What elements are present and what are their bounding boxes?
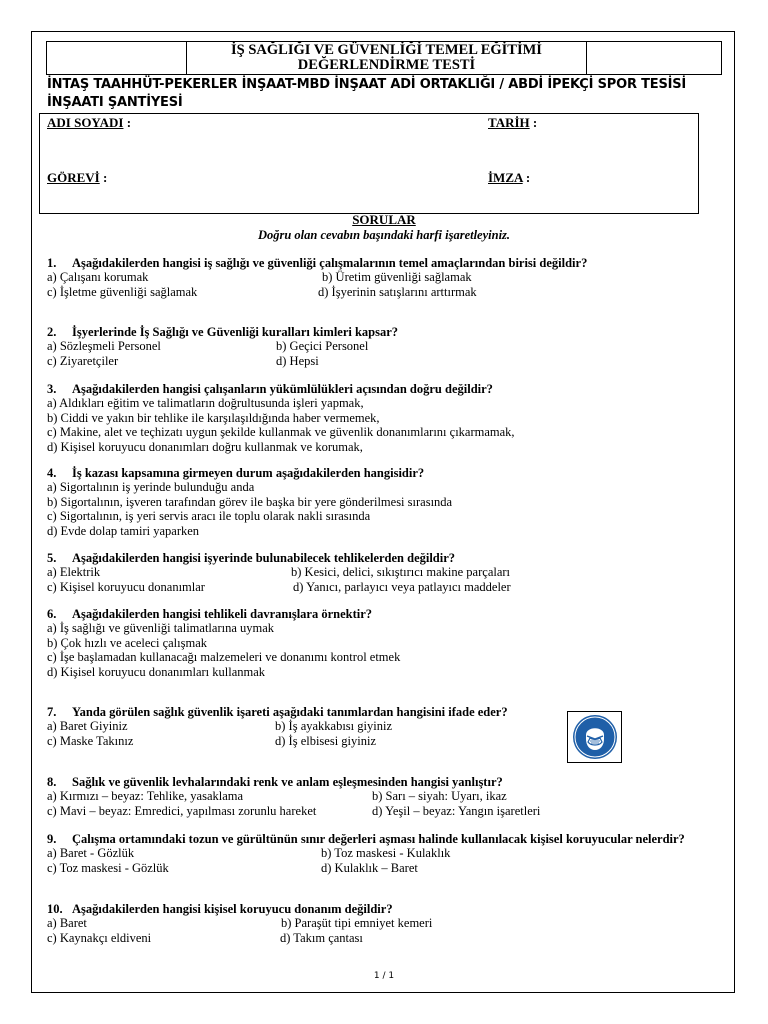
question-2 — [47, 325, 398, 368]
option-b[interactable]: b) Ciddi ve yakın bir tehlike ile karşılaşıldığında haber vermemek, — [47, 410, 380, 425]
option-a[interactable]: a) Çalışanı korumak — [47, 270, 149, 285]
question-text: Yanda görülen sağlık güvenlik işareti aşağıdaki tanımlardan hangisini ifade eder? — [72, 705, 508, 719]
question-number: 2. — [47, 325, 57, 339]
date-colon: : — [529, 115, 538, 130]
name-field[interactable] — [47, 116, 131, 130]
option-d[interactable]: d) Kişisel koruyucu donanımları doğru kullanmak ve korumak, — [47, 439, 363, 454]
question-number: 7. — [47, 705, 57, 719]
name-label: ADI SOYADI — [47, 115, 124, 130]
question-text: Aşağıdakilerden hangisi kişisel koruyucu donanım değildir? — [72, 902, 393, 916]
option-b[interactable]: b) Geçici Personel — [276, 339, 369, 354]
option-a[interactable]: a) Baret - Gözlük — [47, 846, 135, 861]
question-text: Sağlık ve güvenlik levhalarındaki renk ve anlam eşleşmesinden hangisi yanlıştır? — [72, 775, 503, 789]
questions-title: SORULAR — [352, 212, 416, 227]
title-line-2: DEĞERLENDİRME TESTİ — [297, 57, 476, 73]
duty-colon: : — [99, 170, 108, 185]
option-a[interactable]: a) Sigortalının iş yerinde bulunduğu anda — [47, 480, 255, 495]
option-b[interactable]: b) Çok hızlı ve aceleci çalışmak — [47, 635, 208, 650]
option-c[interactable]: c) Makine, alet ve teçhizatı uygun şekilde kullanmak ve güvenlik donanımlarını çıkarmamak, — [47, 425, 515, 440]
question-1 — [47, 256, 587, 299]
option-b[interactable]: b) Üretim güvenliği sağlamak — [322, 270, 472, 285]
question-4 — [47, 466, 452, 538]
option-c[interactable]: c) Toz maskesi - Gözlük — [47, 860, 169, 875]
sign-colon: : — [522, 170, 531, 185]
option-b[interactable]: b) İş ayakkabısı giyiniz — [275, 719, 392, 734]
question-number: 3. — [47, 382, 57, 396]
duty-label: GÖREVİ — [47, 170, 100, 185]
date-label: TARİH — [488, 115, 530, 130]
sign-label: İMZA — [488, 170, 523, 185]
option-c[interactable]: c) Sigortalının, iş yeri servis aracı ile toplu olarak nakli sırasında — [47, 509, 371, 524]
title-line-1: İŞ SAĞLIĞI VE GÜVENLİĞİ TEMEL EĞİTİMİ — [231, 42, 542, 58]
option-a[interactable]: a) Kırmızı – beyaz: Tehlike, yasaklama — [47, 789, 244, 804]
header-left-cell — [47, 42, 187, 74]
option-b[interactable]: b) Kesici, delici, sıkıştırıcı makine parçaları — [291, 565, 511, 580]
question-text: Çalışma ortamındaki tozun ve gürültünün sınır değerleri aşması halinde kullanılacak kişisel koruyucular nelerdir? — [72, 832, 685, 846]
instruction-text: Doğru olan cevabın başındaki harfi işaretleyiniz. — [257, 228, 511, 242]
option-a[interactable]: a) İş sağlığı ve güvenliği talimatlarına uymak — [47, 621, 275, 636]
option-d[interactable]: d) Kişisel koruyucu donanımları kullanmak — [47, 664, 266, 679]
question-text: Aşağıdakilerden hangisi iş sağlığı ve güvenliği çalışmalarının temel amaçlarından birisi değildir? — [72, 256, 588, 270]
mask-mandatory-sign — [567, 711, 622, 763]
question-text: İşyerlerinde İş Sağlığı ve Güvenliği kuralları kimleri kapsar? — [72, 325, 399, 339]
question-text: Aşağıdakilerden hangisi tehlikeli davranışlara örnektir? — [72, 607, 373, 621]
option-c[interactable]: c) Mavi – beyaz: Emredici, yapılması zorunlu hareket — [47, 803, 317, 818]
option-a[interactable]: a) Sözleşmeli Personel — [47, 339, 161, 354]
question-5 — [47, 551, 511, 594]
header-table — [46, 41, 722, 75]
question-number: 9. — [47, 832, 57, 846]
option-c[interactable]: c) Ziyaretçiler — [47, 353, 119, 368]
page-number: 1 / 1 — [373, 971, 395, 981]
date-field[interactable] — [488, 116, 537, 130]
question-number: 5. — [47, 551, 57, 565]
question-3 — [47, 382, 515, 454]
header-right-cell — [587, 42, 721, 74]
option-b[interactable]: b) Toz maskesi - Kulaklık — [321, 846, 451, 861]
name-colon: : — [123, 115, 132, 130]
option-d[interactable]: d) Yeşil – beyaz: Yangın işaretleri — [372, 803, 541, 818]
question-8 — [47, 775, 540, 818]
question-9 — [47, 832, 685, 875]
question-number: 1. — [47, 256, 57, 270]
option-d[interactable]: d) İşyerinin satışlarını arttırmak — [318, 284, 477, 299]
option-c[interactable]: c) İşletme güvenliği sağlamak — [47, 284, 198, 299]
option-d[interactable]: d) Kulaklık – Baret — [321, 860, 418, 875]
question-number: 10. — [47, 902, 63, 916]
duty-field[interactable] — [47, 171, 107, 185]
option-d[interactable]: d) Evde dolap tamiri yaparken — [47, 523, 200, 538]
option-c[interactable]: c) Kişisel koruyucu donanımlar — [47, 579, 205, 594]
document-title — [187, 42, 587, 74]
question-text: Aşağıdakilerden hangisi işyerinde bulunabilecek tehlikelerden değildir? — [72, 551, 456, 565]
option-b[interactable]: b) Sigortalının, işveren tarafından görev ile başka bir yere gönderilmesi sırasında — [47, 494, 453, 509]
company-name: İNTAŞ TAAHHÜT-PEKERLER İNŞAAT-MBD İNŞAAT ADİ ORTAKLIĞI / ABDİ İPEKÇİ SPOR TESİSİ İNŞAATI ŞANTİYESİ — [47, 77, 687, 110]
question-number: 8. — [47, 775, 57, 789]
option-d[interactable]: d) İş elbisesi giyiniz — [275, 733, 377, 748]
question-7 — [47, 705, 508, 748]
option-c[interactable]: c) İşe başlamadan kullanacağı malzemeleri ve donanımı kontrol etmek — [47, 650, 401, 665]
mask-mandatory-icon — [571, 713, 619, 761]
question-text: İş kazası kapsamına girmeyen durum aşağıdakilerden hangisidir? — [72, 466, 425, 480]
signature-field[interactable] — [488, 171, 530, 185]
option-b[interactable]: b) Paraşüt tipi emniyet kemeri — [281, 916, 433, 931]
option-a[interactable]: a) Elektrik — [47, 565, 101, 580]
question-number: 6. — [47, 607, 57, 621]
option-d[interactable]: d) Takım çantası — [280, 930, 363, 945]
option-a[interactable]: a) Baret — [47, 916, 87, 931]
question-10 — [47, 902, 432, 945]
option-a[interactable]: a) Baret Giyiniz — [47, 719, 128, 734]
option-c[interactable]: c) Kaynakçı eldiveni — [47, 930, 152, 945]
question-text: Aşağıdakilerden hangisi çalışanların yükümlülükleri açısından doğru değildir? — [72, 382, 493, 396]
option-c[interactable]: c) Maske Takınız — [47, 733, 134, 748]
option-b[interactable]: b) Sarı – siyah: Uyarı, ikaz — [372, 789, 507, 804]
option-a[interactable]: a) Aldıkları eğitim ve talimatların doğrultusunda işleri yapmak, — [47, 396, 364, 411]
info-box — [39, 113, 699, 214]
question-6 — [47, 607, 400, 679]
option-d[interactable]: d) Hepsi — [276, 353, 319, 368]
option-d[interactable]: d) Yanıcı, parlayıcı veya patlayıcı maddeler — [293, 579, 511, 594]
question-number: 4. — [47, 466, 57, 480]
